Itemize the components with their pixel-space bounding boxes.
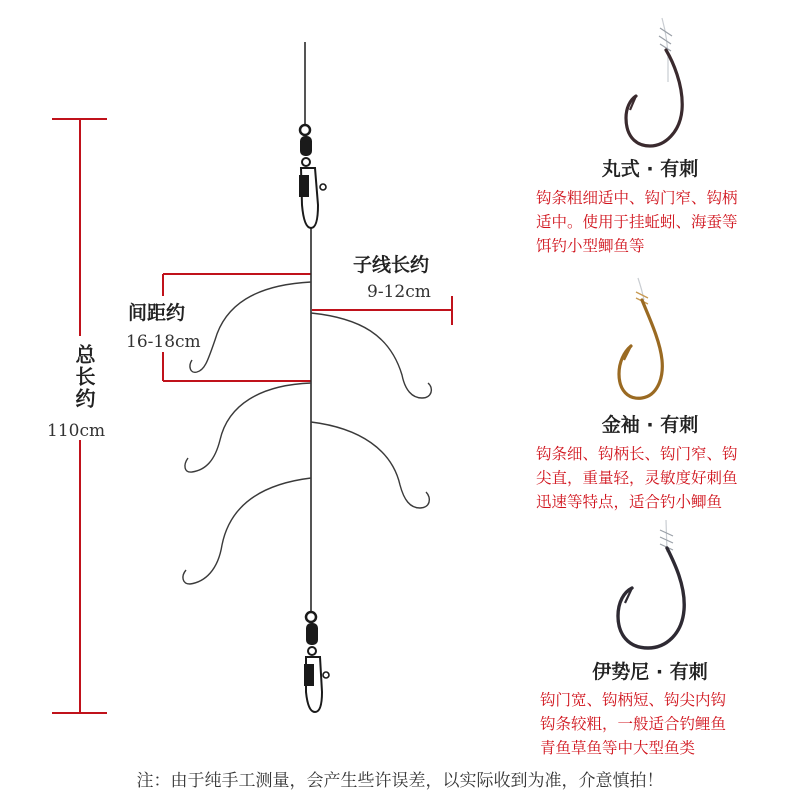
branch-length-label: 子线长约: [353, 254, 430, 276]
maruseki-hook-icon: [626, 18, 682, 146]
branch-left-2: [192, 383, 311, 472]
hook-left-3: [183, 570, 190, 584]
hook-2-desc-line: 钩条细、钩柄长、钩门窄、钩: [536, 445, 738, 463]
hook-1-name: 丸式 · 有刺: [601, 158, 699, 180]
iseni-hook-icon: [618, 520, 684, 648]
branch-right-1: [311, 313, 422, 398]
hook-2-name: 金袖 · 有刺: [601, 414, 699, 436]
hook-left-1: [190, 360, 197, 372]
branch-left-3: [190, 478, 311, 584]
top-swivel-snap: [299, 125, 326, 228]
hook-3-desc-line: 钩条较粗，一般适合钓鲤鱼: [540, 715, 727, 734]
hook-1-desc-line: 饵钓小型鲫鱼等: [536, 237, 645, 256]
hook-3-name: 伊势尼 · 有刺: [592, 661, 708, 683]
gold-sode-hook-icon: [619, 278, 662, 398]
hook-2-desc-line: 尖直，重量轻，灵敏度好刺鱼: [536, 469, 738, 488]
spacing-dimension: [163, 274, 311, 381]
total-length-value: 110cm: [47, 421, 106, 441]
hook-right-1: [422, 383, 431, 398]
total-length-label: 总长约: [68, 338, 94, 416]
hook-2-desc-line: 迅速等特点，适合钓小鲫鱼: [536, 493, 723, 512]
bottom-swivel-snap: [304, 612, 329, 712]
hook-3-description: [540, 688, 726, 760]
spacing-label: 间距约: [128, 302, 186, 324]
hook-3-desc-line: 钩门宽、钩柄短、钩尖内钩: [540, 691, 727, 709]
branch-right-2: [311, 422, 420, 508]
hook-right-2: [420, 492, 429, 508]
branch-left-1: [197, 282, 311, 372]
footer-note: 注：由于纯手工测量，会产生些许误差，以实际收到为准，介意慎拍！: [136, 771, 664, 791]
hook-3-desc-line: 青鱼草鱼等中大型鱼类: [540, 739, 696, 758]
hook-left-2: [185, 458, 192, 472]
hook-1-description: [536, 186, 738, 258]
hook-2-description: [536, 442, 738, 514]
branch-lines: [183, 282, 431, 584]
hook-1-desc-line: 钩条粗细适中、钩门窄、钩柄: [536, 189, 738, 207]
total-length-dimension: [52, 119, 107, 713]
spacing-value: 16-18cm: [126, 332, 201, 352]
branch-length-value: 9-12cm: [367, 282, 431, 302]
hook-1-desc-line: 适中。使用于挂蚯蚓、海蚕等: [536, 213, 738, 232]
